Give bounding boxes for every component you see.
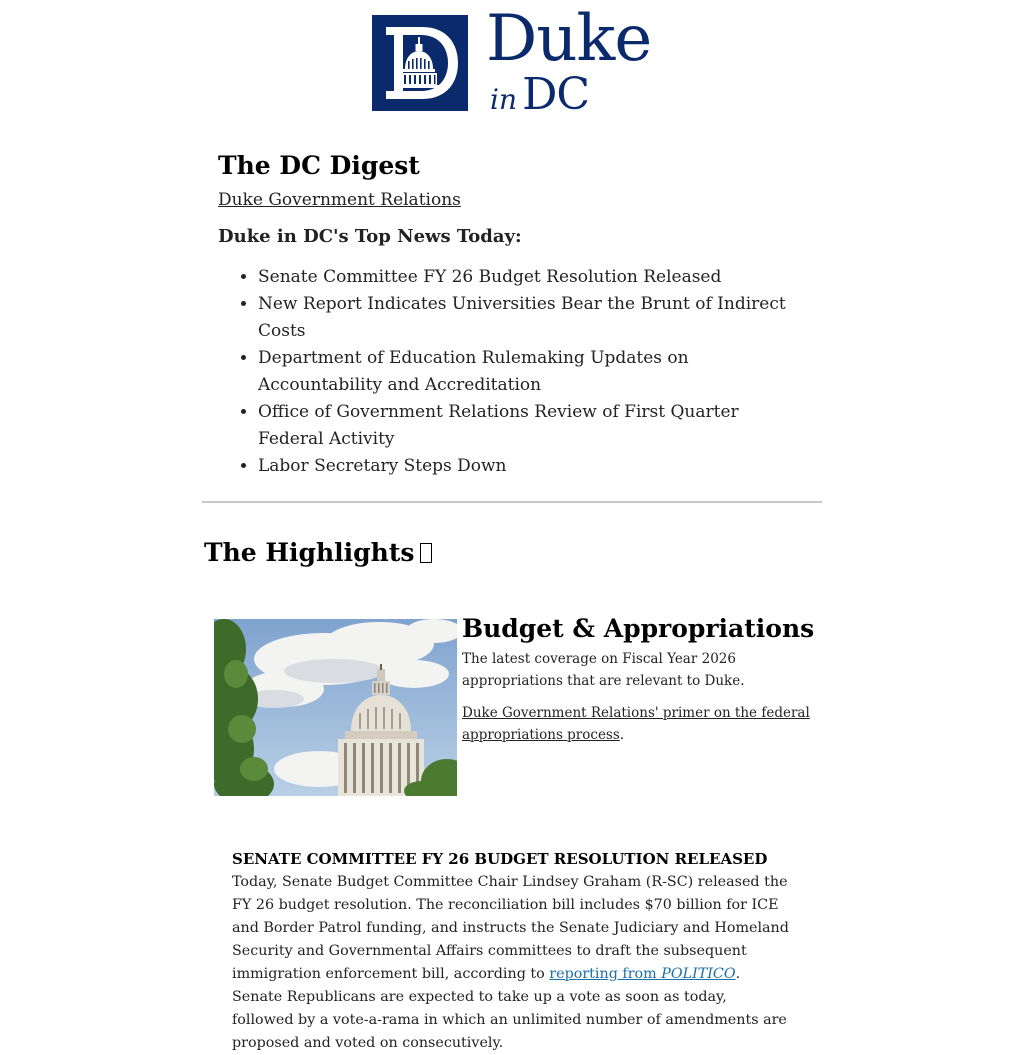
list-item: • Labor Secretary Steps Down: [258, 453, 798, 480]
us-capitol-photo: [214, 619, 457, 796]
list-item: • Department of Education Rulemaking Updates on Accountability and Accreditation: [258, 345, 798, 399]
list-item: • Office of Government Relations Review of First Quarter Federal Activity: [258, 399, 798, 453]
politico-link-text: reporting from: [549, 966, 662, 982]
story-body-part-2: . Senate Republicans are expected to take up a vote as soon as today, followed by a vote-a-rama in which an unlimited number of amendments are proposed and voted on consecutively.: [232, 966, 787, 1051]
politico-link-italic: POLITICO: [661, 966, 736, 982]
missing-glyph-icon: [420, 543, 432, 563]
budget-primer-paragraph: [462, 702, 812, 746]
logo-wordmark-duke: Duke: [486, 2, 652, 76]
duke-in-dc-logo[interactable]: [372, 2, 654, 120]
top-news-heading: Duke in DC's Top News Today:: [218, 226, 522, 247]
appropriations-primer-link[interactable]: Duke Government Relations' primer on the federal appropriations process: [462, 705, 810, 743]
highlights-heading-text: The Highlights: [204, 538, 415, 567]
logo-wordmark-in-dc: [490, 69, 590, 120]
politico-link[interactable]: [549, 966, 735, 982]
story-body: [232, 871, 792, 1055]
budget-appropriations-title: Budget & Appropriations: [462, 614, 815, 643]
story-heading: SENATE COMMITTEE FY 26 BUDGET RESOLUTION RELEASED: [232, 850, 768, 868]
budget-primer-suffix: .: [619, 727, 625, 743]
list-item: • Senate Committee FY 26 Budget Resolution Released: [258, 264, 798, 291]
top-news-list: [218, 264, 798, 480]
story-body-part-1: Today, Senate Budget Committee Chair Lindsey Graham (R-SC) released the FY 26 budget resolution. The reconciliation bill includes $70 billion for ICE and Border Patrol funding, and instructs the Senate Judiciary and Homeland Security and Governmental Affairs committees to draft the subsequent immigration enforcement bill, according to: [232, 874, 789, 982]
list-item: • New Report Indicates Universities Bear the Brunt of Indirect Costs: [258, 291, 798, 345]
section-divider: [202, 501, 822, 503]
logo-dc: DC: [522, 69, 590, 120]
highlights-heading: [204, 538, 432, 567]
logo-in: in: [490, 83, 517, 116]
capitol-dome-icon: [372, 15, 468, 111]
digest-title: The DC Digest: [218, 151, 420, 180]
budget-description: The latest coverage on Fiscal Year 2026 appropriations that are relevant to Duke.: [462, 651, 745, 689]
government-relations-link[interactable]: Duke Government Relations: [218, 190, 461, 210]
